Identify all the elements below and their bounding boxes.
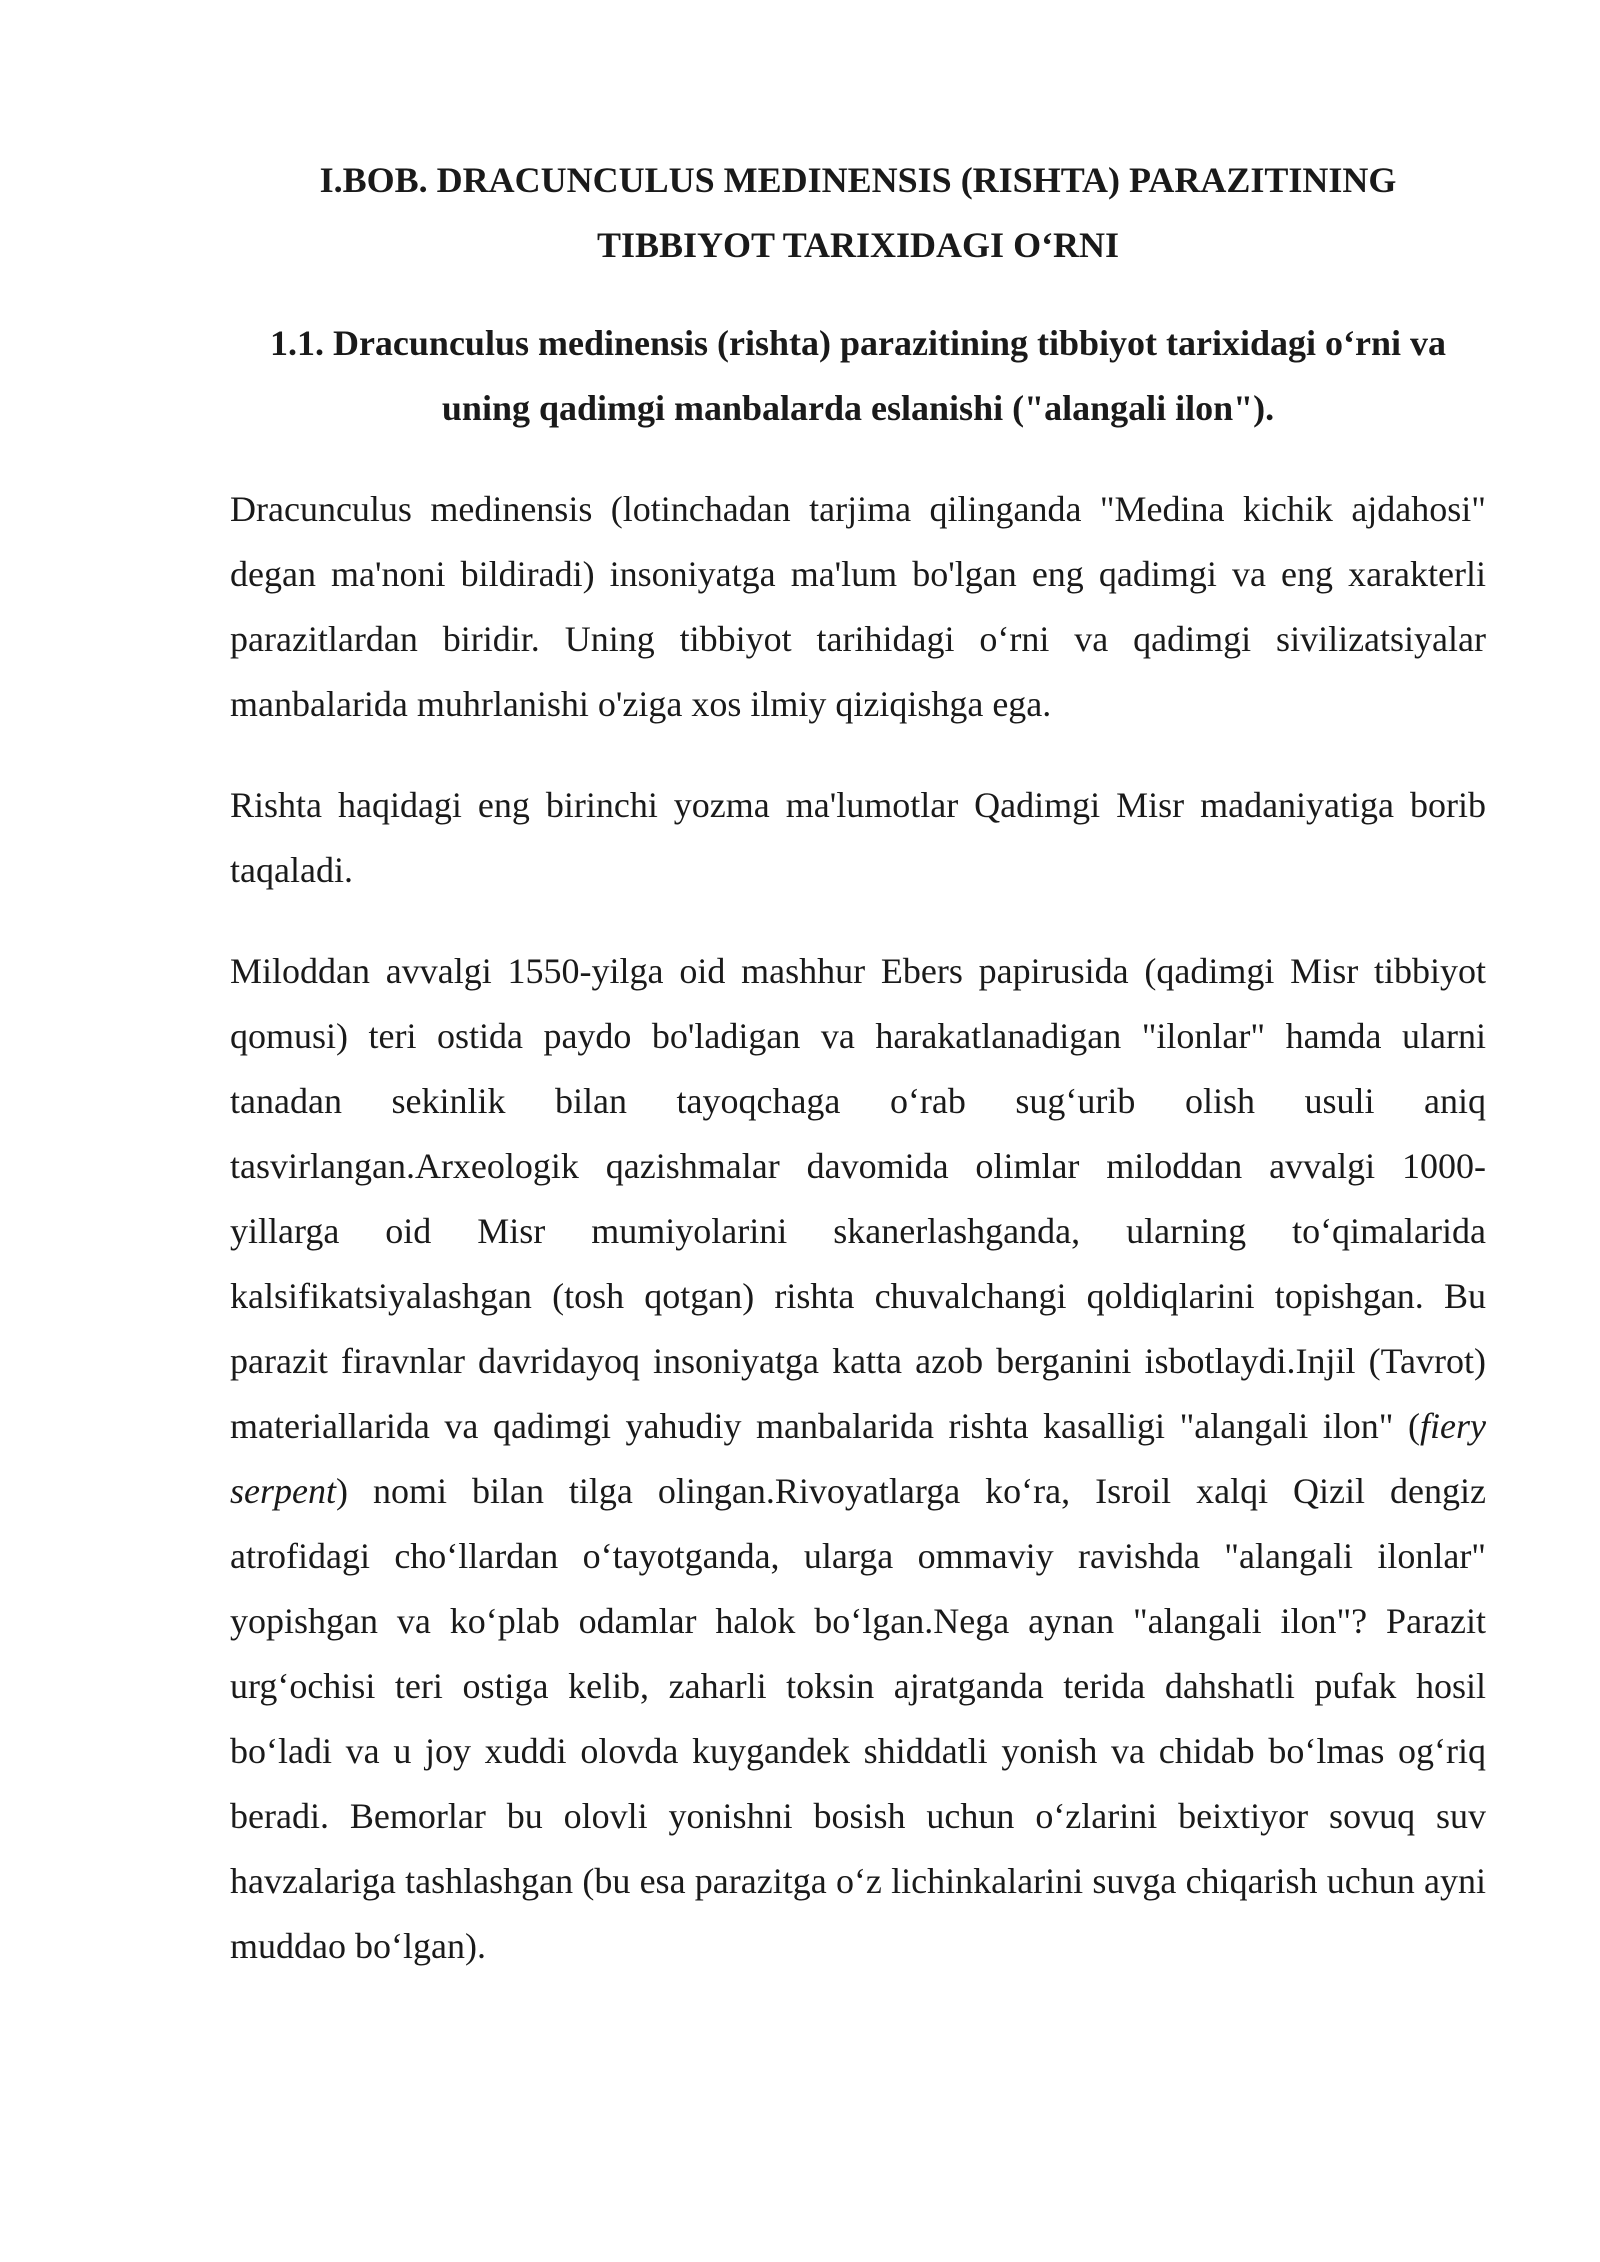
document-page (230, 148, 1486, 1979)
section-title (230, 311, 1486, 441)
paragraph-3-italic-term: fiery serpent (230, 1406, 1486, 1511)
section-number: 1.1. (269, 323, 324, 363)
chapter-title (230, 148, 1486, 278)
paragraph-2: Rishta haqidagi eng birinchi yozma ma'lumotlar Qadimgi Misr madaniyatiga borib taqaladi. (230, 785, 1486, 890)
paragraph-3-text-b: ) nomi bilan tilga olingan.Rivoyatlarga ko‘ra, Isroil xalqi Qizil dengiz atrofidagi cho‘llardan o‘tayotganda, ularga ommaviy ravishda "alangali ilonlar" yopishgan va ko‘plab odamlar halok bo‘lgan.Nega aynan "alangali ilon"? Parazit urg‘ochisi teri ostiga kelib, zaharli toksin ajratganda terida dahshatli pufak hosil bo‘ladi va u joy xuddi olovda kuygandek shiddatli yonish va chidab bo‘lmas og‘riq beradi. Bemorlar bu olovli yonishni bosish uchun o‘zlarini beixtiyor sovuq suv havzalariga tashlashgan (bu esa parazitga o‘z lichinkalarini suvga chiqarish uchun ayni muddao bo‘lgan). (230, 1471, 1486, 1966)
paragraph-1: Dracunculus medinensis (lotinchadan tarjima qilinganda "Medina kichik ajdahosi" degan ma'noni bildiradi) insoniyatga ma'lum bo'lgan eng qadimgi va eng xarakterli parazitlardan biridir. Uning tibbiyot tarihidagi o‘rni va qadimgi sivilizatsiyalar manbalarida muhrlanishi o'ziga xos ilmiy qiziqishga ega. (230, 489, 1486, 724)
paragraph-3-text-a: Miloddan avvalgi 1550-yilga oid mashhur Ebers papirusida (qadimgi Misr tibbiyot qomusi) teri ostida paydo bo'ladigan va harakatlanadigan "ilonlar" hamda ularni tanadan sekinlik bilan tayoqchaga o‘rab sug‘urib olish usuli aniq tasvirlangan.Arxeologik qazishmalar davomida olimlar miloddan avvalgi 1000-yillarga oid Misr mumiyolarini skanerlashganda, ularning to‘qimalarida kalsifikatsiyalashgan (tosh qotgan) rishta chuvalchangi qoldiqlarini topishgan. Bu parazit firavnlar davridayoq insoniyatga katta azob berganini isbotlaydi.Injil (Tavrot) materiallarida va qadimgi yahudiy manbalarida rishta kasalligi "alangali ilon" ( (230, 951, 1486, 1446)
section-title-text: Dracunculus medinensis (rishta) parazitining tibbiyot tarixidagi o‘rni va uning qadimgi manbalarda eslanishi ("alangali ilon"). (323, 323, 1447, 428)
paragraph-3 (230, 939, 1486, 1979)
chapter-title-line-1: I.BOB. DRACUNCULUS MEDINENSIS (RISHTA) PARAZITINING (319, 160, 1397, 200)
chapter-title-line-2: TIBBIYOT TARIXIDAGI O‘RNI (596, 225, 1120, 265)
